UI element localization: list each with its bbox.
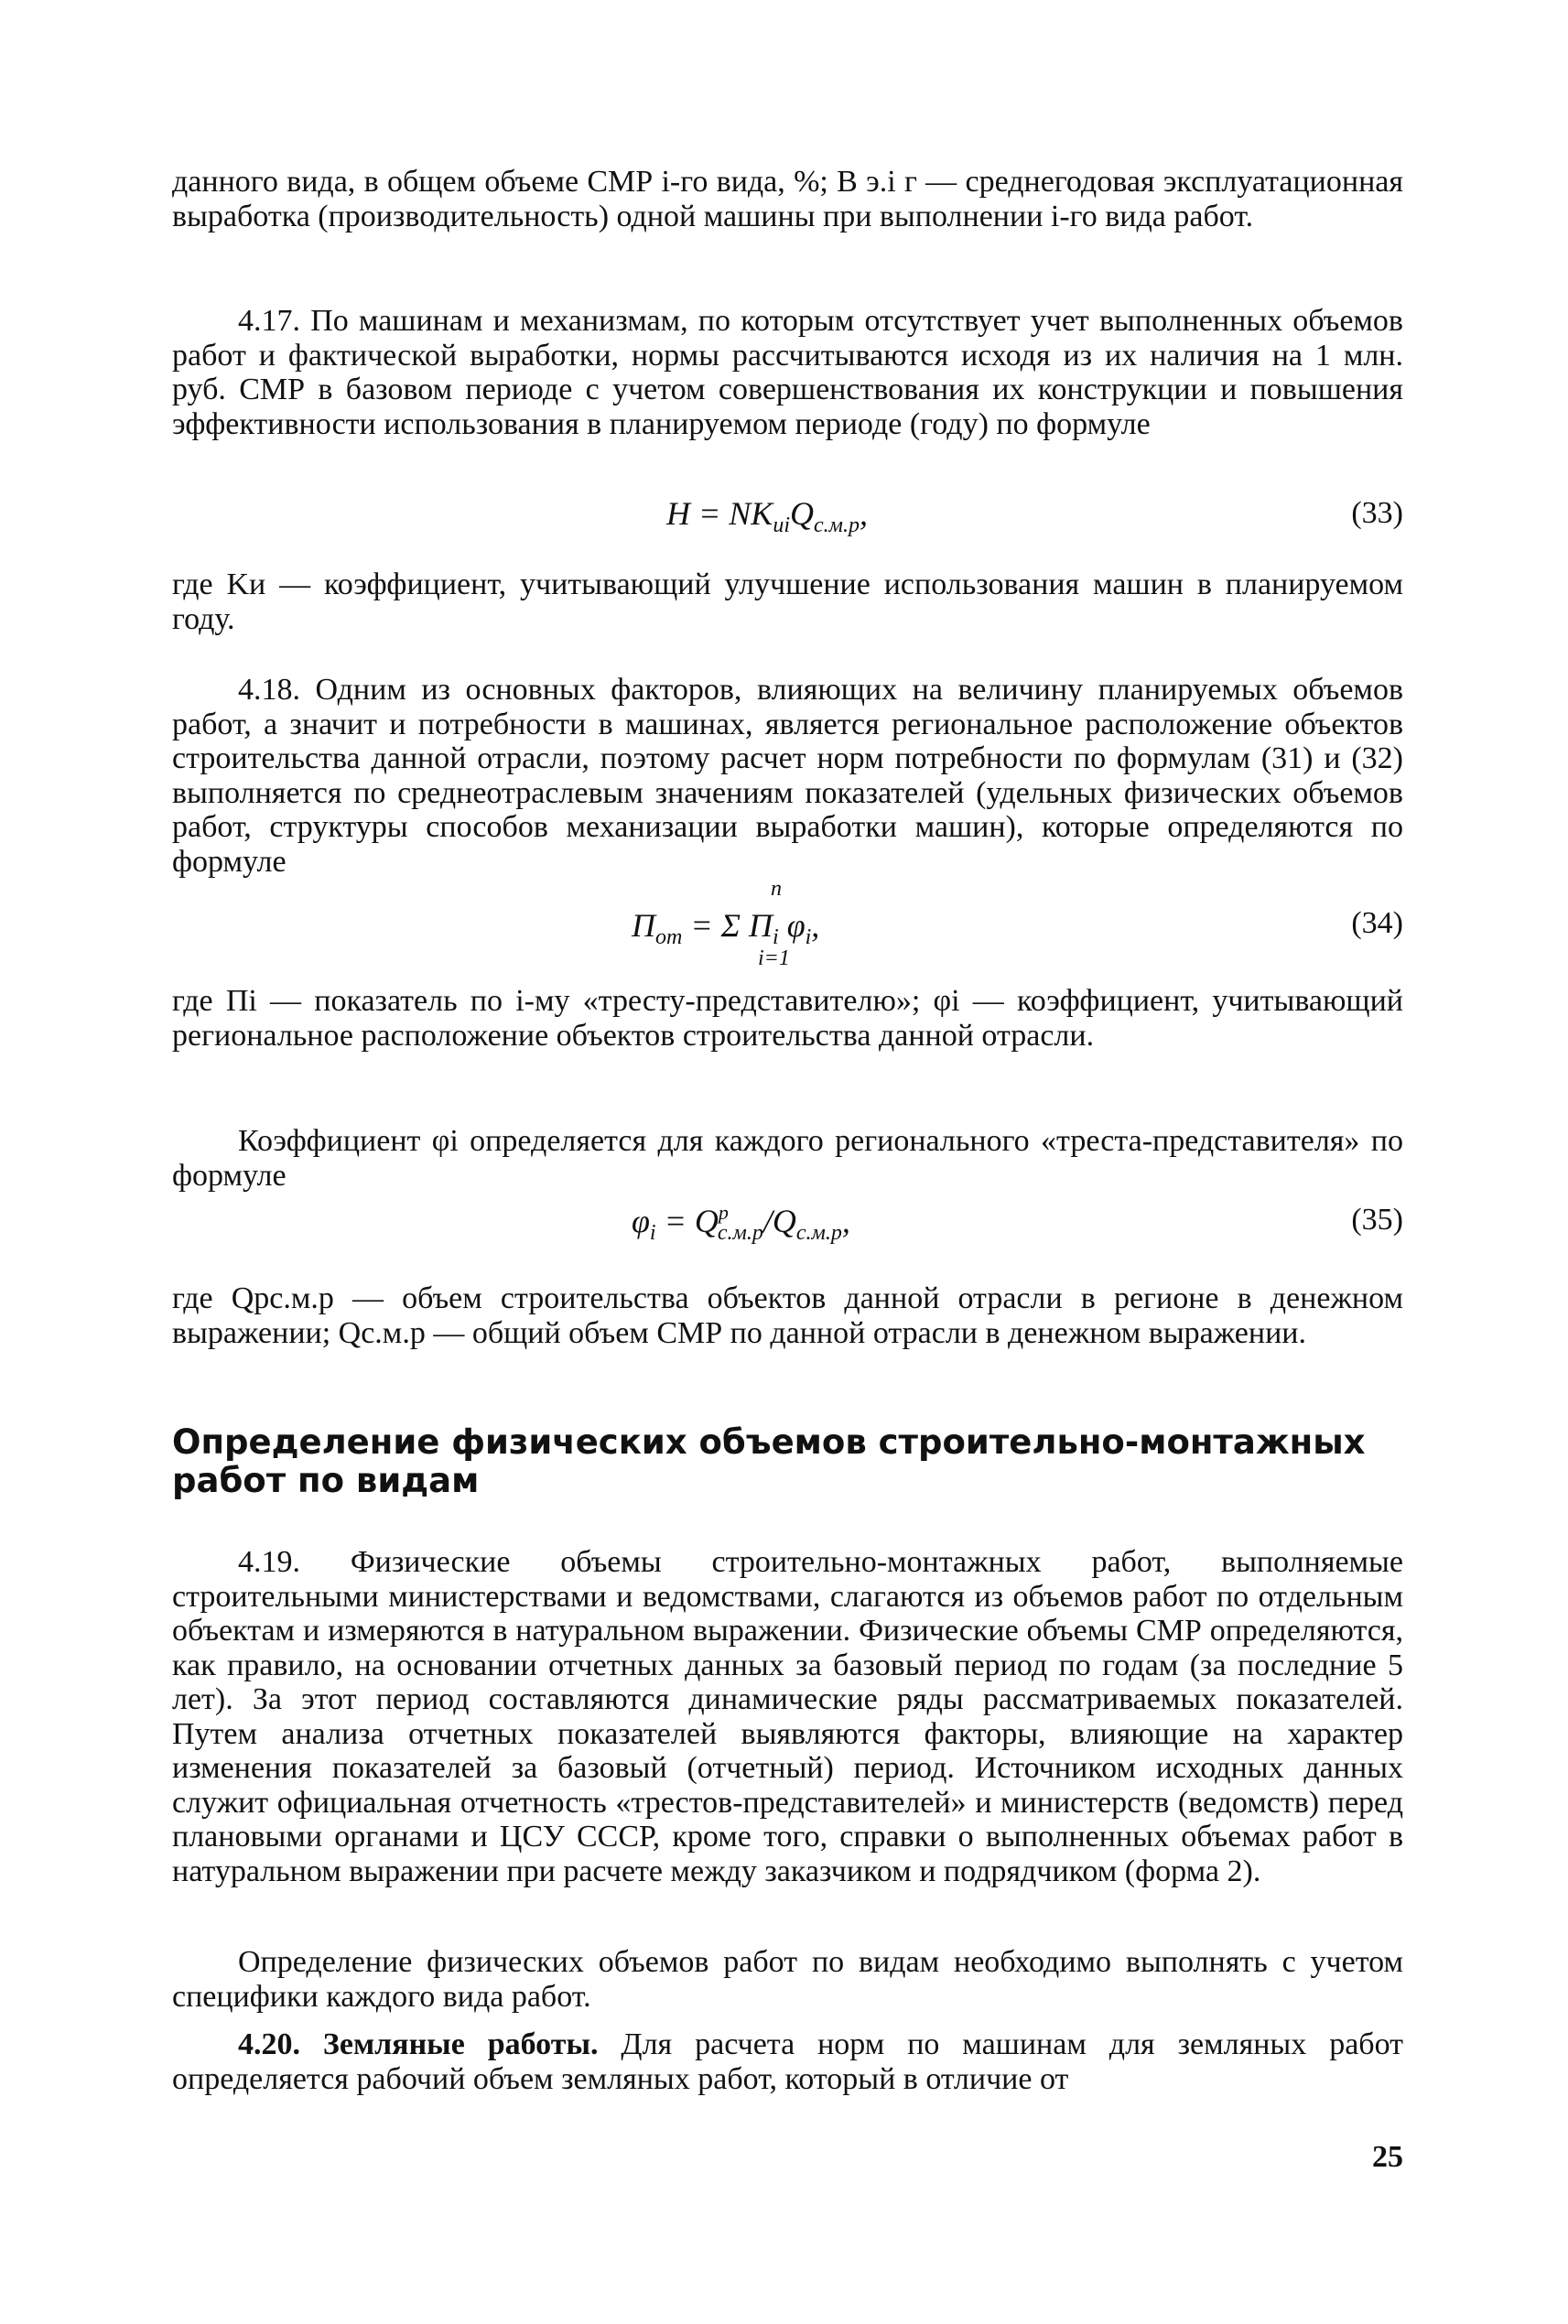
formula-34-i-sub: i xyxy=(773,925,779,949)
paragraph-4-17: 4.17. По машинам и механизмам, по которым отсутствует учет выполненных объемов работ и фактической выработки, нормы рассчитываются исходя из их наличия на 1 млн. руб. СМР в базовом периоде с учетом совершенствования их конструкции и повышения эффективности использования в планируемом периоде (году) по формуле xyxy=(172,304,1403,441)
paragraph-4-20 xyxy=(172,2027,1403,2096)
paragraph-33-where: где Kи — коэффициент, учитывающий улучшение использования машин в планируемом году. xyxy=(172,567,1403,636)
formula-35-tail: , xyxy=(841,1203,850,1239)
section-heading: Определение физических объемов строительно-монтажных работ по видам xyxy=(172,1422,1366,1500)
formula-34 xyxy=(632,879,925,979)
formula-33-sub1: иi xyxy=(773,513,790,537)
formula-33-tail: , xyxy=(859,495,868,532)
formula-35-lhs: φ xyxy=(632,1203,650,1239)
formula-34-eq: = Σ П xyxy=(690,907,773,944)
formula-33-number: (33) xyxy=(1351,496,1403,530)
formula-33 xyxy=(666,494,868,538)
paragraph-4-20-rest: Для расчета норм по машинам для земляных работ определяется рабочий объем земляных работ, который в отличие от xyxy=(172,2027,1403,2096)
formula-34-phi-sub: i xyxy=(805,925,812,949)
formula-35-div: /Q xyxy=(762,1203,796,1239)
paragraph-4-19: 4.19. Физические объемы строительно-монтажных работ, выполняемые строительными министерствами и ведомствами, слагаются из объемов работ по отдельным объектам и измеряются в натуральном выражении. Физические объемы СМР определяются, как правило, на основании отчетных данных за базовый период по годам (за последние 5 лет). За этот период составляются динамические ряды рассматриваемых показателей. Путем анализа отчетных показателей выявляются факторы, влияющие на характер изменения показателей за базовый (отчетный) период. Источником исходных данных служит официальная отчетность «трестов-представителей» и министерств (ведомств) перед плановыми органами и ЦСУ СССР, кроме того, справки о выполненных объемах работ в натуральном выражении при расчете между заказчиком и подрядчиком (форма 2). xyxy=(172,1545,1403,1888)
formula-34-phi: φ xyxy=(786,907,806,944)
formula-34-tail: , xyxy=(811,907,820,944)
formula-34-upper: n xyxy=(771,877,782,901)
formula-34-lhs-sub: от xyxy=(655,925,683,949)
formula-34-number: (34) xyxy=(1351,906,1403,940)
formula-33-lhs: Н = NK xyxy=(666,495,773,532)
paragraph-34-where: где Пi — показатель по i-му «тресту-представителю»; φi — коэффициент, учитывающий региональное расположение объектов строительства данной отрасли. xyxy=(172,984,1403,1053)
paragraph-top: данного вида, в общем объеме СМР i-го вида, %; В э.i г — среднегодовая эксплуатационная выработка (производительность) одной машины при выполнении i-го вида работ. xyxy=(172,165,1403,233)
paragraph-4-20-lead: 4.20. Земляные работы. xyxy=(238,2027,599,2061)
formula-35-lhs-sub: i xyxy=(649,1221,656,1245)
formula-35-sub1: с.м.р xyxy=(717,1221,763,1245)
formula-35-sub2: с.м.р xyxy=(795,1221,842,1245)
paragraph-4-18: 4.18. Одним из основных факторов, влияющих на величину планируемых объемов работ, а значит и потребности в машинах, является региональное расположение объектов строительства данной отрасли, поэтому расчет норм потребности по формулам (31) и (32) выполняется по среднеотраслевым значениям показателей (удельных физических объемов работ, структуры способов механизации выработки машин), которые определяются по формуле xyxy=(172,673,1403,879)
formula-34-lower: i=1 xyxy=(758,946,790,970)
formula-33-mid: Q xyxy=(790,495,814,532)
page-number: 25 xyxy=(1372,2140,1403,2174)
paragraph-definition: Определение физических объемов работ по видам необходимо выполнять с учетом специфики каждого вида работ. xyxy=(172,1945,1403,2014)
formula-35-eq: = Q xyxy=(664,1203,719,1239)
paragraph-35-where: где Qрс.м.р — объем строительства объектов данной отрасли в регионе в денежном выражении; Qс.м.р — общий объем СМР по данной отрасли в денежном выражении. xyxy=(172,1281,1403,1350)
formula-34-lhs: П xyxy=(632,907,655,944)
formula-35-number: (35) xyxy=(1351,1203,1403,1237)
formula-35-sup: р xyxy=(718,1201,729,1224)
formula-33-sub2: с.м.р xyxy=(814,513,860,537)
formula-35 xyxy=(632,1201,850,1246)
paragraph-coefficient: Коэффициент φi определяется для каждого регионального «треста-представителя» по формуле xyxy=(172,1124,1403,1193)
